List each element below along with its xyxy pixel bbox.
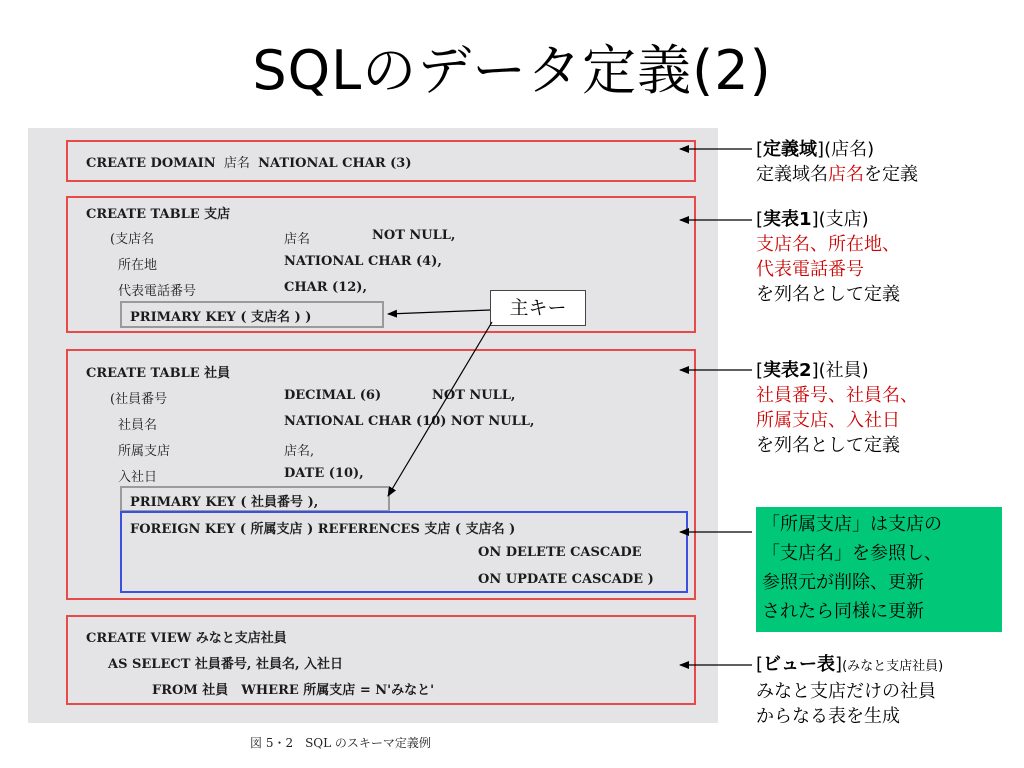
code-table2-row: 入社日 — [118, 470, 158, 485]
code-table1-pk: PRIMARY KEY ( 支店名 ) ) — [130, 310, 312, 325]
arrow-pk2 — [388, 322, 492, 496]
note-table2: [実表2](社員) 社員番号、社員名、 所属支店、入社日 を列名として定義 — [756, 360, 918, 456]
code-table1-row: 代表電話番号 — [118, 284, 197, 299]
primary-key-label: 主キー — [490, 290, 586, 326]
code-table2-row: DATE (10), — [284, 466, 364, 481]
code-table2-row: (社員番号 — [110, 392, 168, 407]
code-table2-header: CREATE TABLE 社員 — [86, 366, 231, 381]
arrow-pk1 — [388, 310, 490, 314]
code-table2-on-update: ON UPDATE CASCADE ) — [478, 572, 654, 587]
note-table1: [実表1](支店) 支店名、所在地、 代表電話番号 を列名として定義 — [756, 209, 900, 305]
code-table2-row: 所属支店 — [118, 444, 171, 459]
code-table2-on-delete: ON DELETE CASCADE — [478, 545, 642, 560]
code-view-line: CREATE VIEW みなと支店社員 — [86, 631, 287, 646]
code-table2-row: 店名, — [284, 444, 315, 459]
code-table2-row: NATIONAL CHAR (10) NOT NULL, — [284, 414, 535, 429]
note-fk: 「所属支店」は支店の 「支店名」を参照し、 参照元が削除、更新 されたら同様に更新 — [756, 507, 1002, 632]
code-table2-pk: PRIMARY KEY ( 社員番号 ), — [130, 495, 319, 510]
code-table1-row: CHAR (12), — [284, 280, 367, 295]
code-table1-row: NATIONAL CHAR (4), — [284, 254, 442, 269]
note-domain: [定義域](店名) 定義域名店名を定義 — [756, 139, 918, 185]
code-table1-row: NOT NULL, — [372, 228, 456, 243]
code-table1-row: (支店名 — [110, 232, 155, 247]
code-table1-header: CREATE TABLE 支店 — [86, 207, 231, 222]
figure-caption: 図 5・2 SQL のスキーマ定義例 — [250, 736, 431, 750]
code-view-line: AS SELECT 社員番号, 社員名, 入社日 — [108, 657, 343, 672]
slide-title: SQLのデータ定義(2) — [252, 39, 772, 102]
code-view-line: FROM 社員 WHERE 所属支店 = N'みなと' — [152, 683, 435, 698]
code-table2-row: DECIMAL (6) — [284, 388, 382, 403]
note-view: [ビュー表](みなと支店社員) みなと支店だけの社員 からなる表を生成 — [756, 654, 944, 727]
code-table2-fk: FOREIGN KEY ( 所属支店 ) REFERENCES 支店 ( 支店名 ) — [130, 522, 516, 537]
code-table2-row: NOT NULL, — [432, 388, 516, 403]
code-table1-row: 店名 — [284, 232, 311, 247]
code-table1-row: 所在地 — [118, 258, 158, 273]
code-domain: CREATE DOMAIN 店名 NATIONAL CHAR (3) — [86, 156, 412, 171]
code-table2-row: 社員名 — [118, 418, 158, 433]
